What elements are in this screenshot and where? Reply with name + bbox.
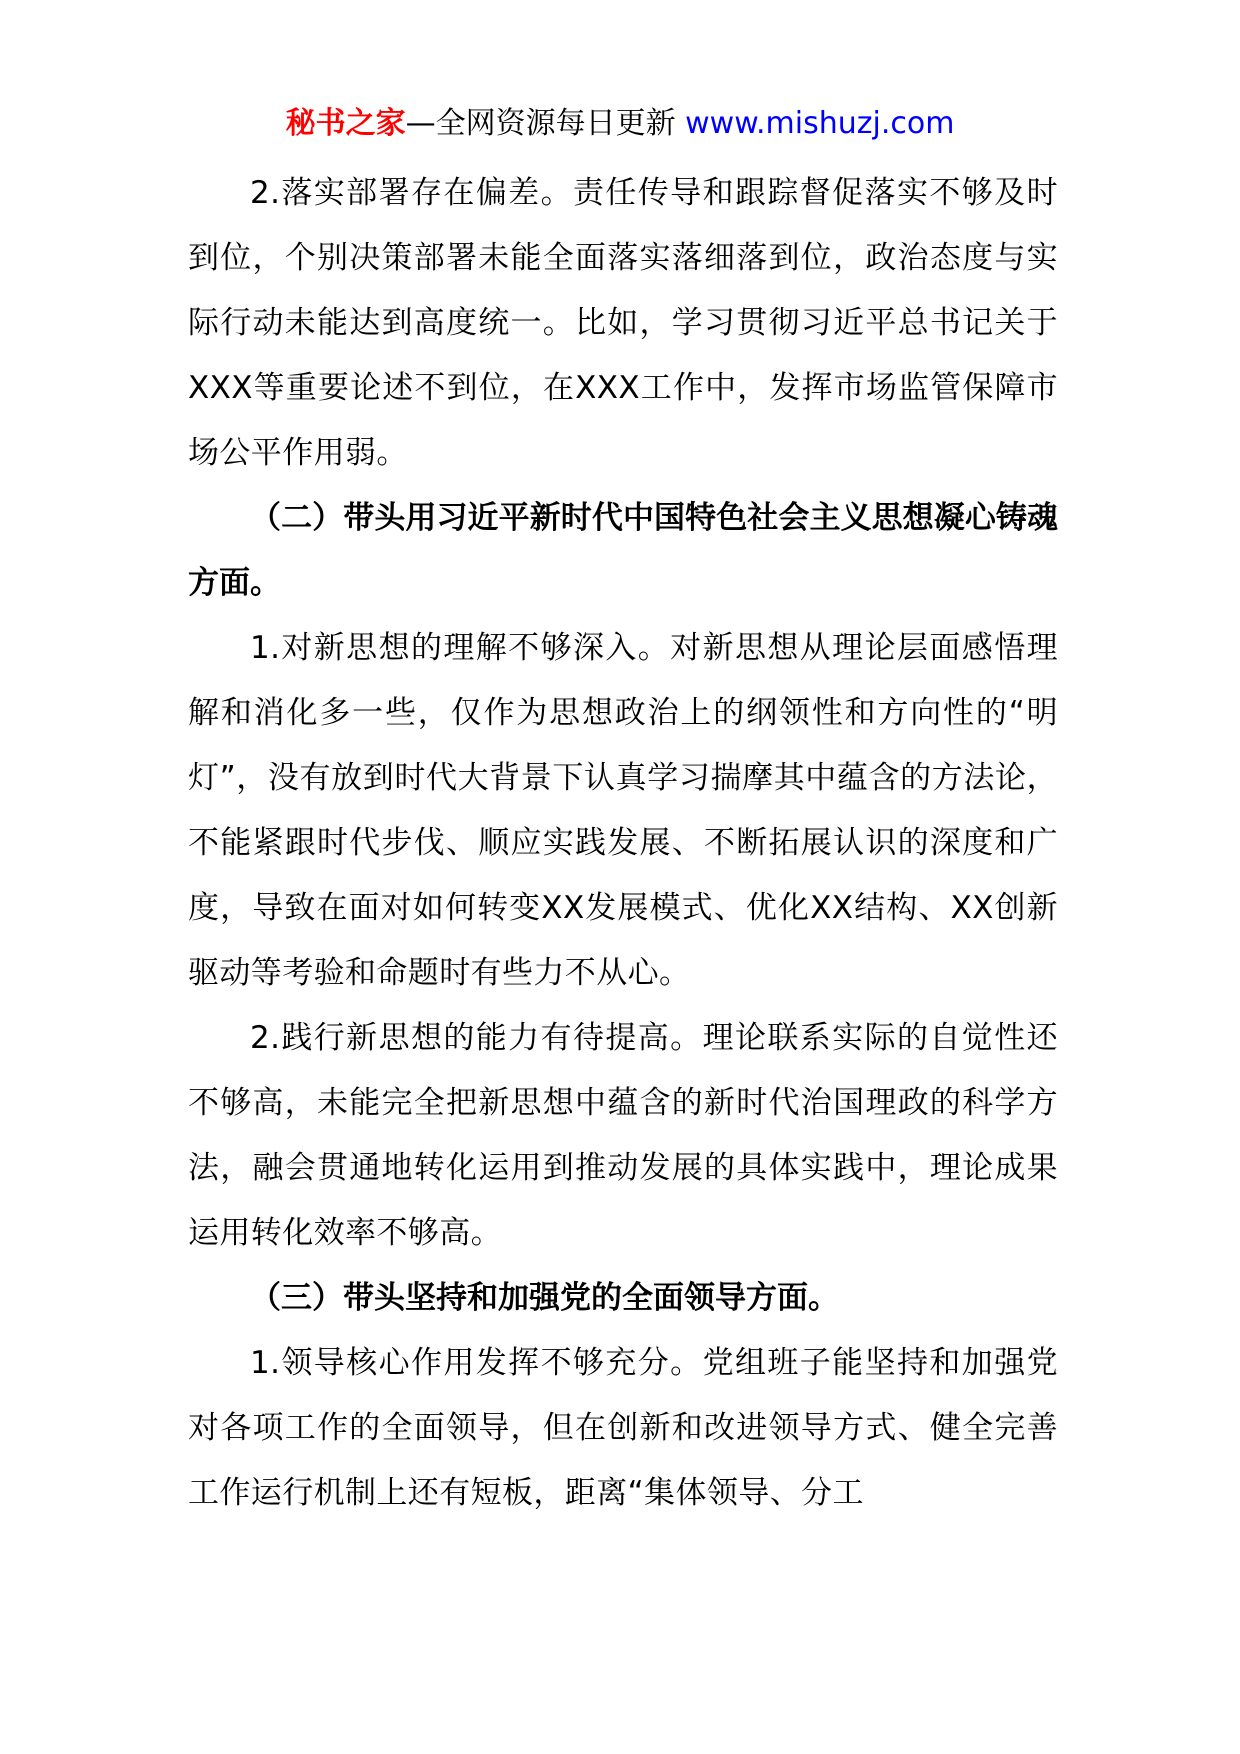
brand-name: 秘书之家: [285, 106, 406, 141]
document-body: [188, 161, 1058, 1526]
site-url-link[interactable]: www.mishuzj.com: [685, 106, 955, 141]
section-heading-2: （二）带头用习近平新时代中国特色社会主义思想凝心铸魂方面。: [188, 500, 1058, 601]
paragraph-leadership-core: 1.领导核心作用发挥不够充分。党组班子能坚持和加强党对各项工作的全面领导，但在创新和改进领导方式、健全完善工作运行机制上还有短板，距离“集体领导、分工: [188, 1345, 1058, 1511]
paragraph-implementation-deviation: 2.落实部署存在偏差。责任传导和跟踪督促落实不够及时到位，个别决策部署未能全面落实落细落到位，政治态度与实际行动未能达到高度统一。比如，学习贯彻习近平总书记关于XXX等重要论述不到位，在XXX工作中，发挥市场监管保障市场公平作用弱。: [188, 175, 1058, 471]
site-header: [0, 102, 1240, 146]
paragraph-understanding-not-deep: 1.对新思想的理解不够深入。对新思想从理论层面感悟理解和消化多一些，仅作为思想政治上的纲领性和方向性的“明灯”，没有放到时代大背景下认真学习揣摩其中蕴含的方法论，不能紧跟时代步伐、顺应实践发展、不断拓展认识的深度和广度，导致在面对如何转变XX发展模式、优化XX结构、XX创新驱动等考验和命题时有些力不从心。: [188, 630, 1058, 991]
section-heading-3: （三）带头坚持和加强党的全面领导方面。: [250, 1280, 839, 1316]
header-tagline: —全网资源每日更新: [405, 106, 676, 141]
paragraph-practice-ability: 2.践行新思想的能力有待提高。理论联系实际的自觉性还不够高，未能完全把新思想中蕴含的新时代治国理政的科学方法，融会贯通地转化运用到推动发展的具体实践中，理论成果运用转化效率不够高。: [188, 1020, 1058, 1251]
